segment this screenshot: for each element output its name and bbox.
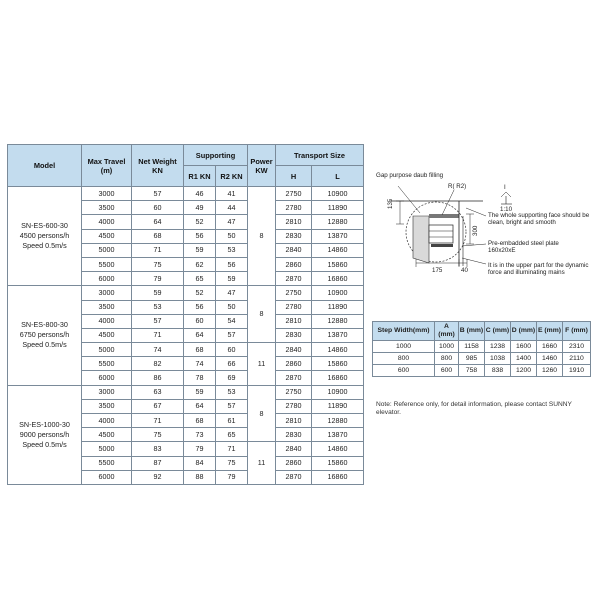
- transport-l-cell: 16860: [312, 470, 364, 484]
- max-travel-cell: 5000: [82, 343, 132, 357]
- max-travel-cell: 5000: [82, 442, 132, 456]
- header-transport-size: Transport Size: [276, 145, 364, 166]
- max-travel-cell: 5500: [82, 257, 132, 271]
- max-travel-cell: 5500: [82, 456, 132, 470]
- r2-cell: 41: [216, 187, 248, 201]
- net-weight-cell: 68: [132, 229, 184, 243]
- r2-cell: 44: [216, 201, 248, 215]
- net-weight-cell: 75: [132, 257, 184, 271]
- transport-l-cell: 12880: [312, 314, 364, 328]
- net-weight-cell: 71: [132, 243, 184, 257]
- r1-cell: 60: [184, 314, 216, 328]
- net-weight-cell: 67: [132, 399, 184, 413]
- transport-l-cell: 10900: [312, 286, 364, 300]
- step-table-cell: 1038: [485, 353, 511, 365]
- transport-h-cell: 2870: [276, 272, 312, 286]
- r2-cell: 71: [216, 442, 248, 456]
- transport-h-cell: 2830: [276, 229, 312, 243]
- r2-cell: 79: [216, 470, 248, 484]
- model-line: Speed 0.5m/s: [22, 241, 67, 251]
- max-travel-cell: 3000: [82, 187, 132, 201]
- step-table-header: A (mm): [435, 322, 459, 341]
- transport-h-cell: 2780: [276, 201, 312, 215]
- header-r2: R2 KN: [216, 166, 248, 187]
- net-weight-cell: 74: [132, 343, 184, 357]
- support-face-note: The whole supporting face should be clean, bright and smooth: [488, 212, 590, 226]
- model-line: 9000 persons/h: [19, 429, 70, 439]
- step-table-cell: 600: [435, 365, 459, 377]
- step-table-cell: 1000: [373, 341, 435, 353]
- r1-cell: 59: [184, 385, 216, 399]
- model-cell: [8, 286, 82, 385]
- net-weight-cell: 53: [132, 300, 184, 314]
- transport-h-cell: 2860: [276, 357, 312, 371]
- upper-part-note: It is in the upper part for the dynamic force and illuminating mains: [488, 262, 589, 276]
- table-row: [373, 341, 591, 353]
- dim-40: 40: [461, 267, 468, 274]
- dim-175: 175: [432, 267, 443, 274]
- transport-h-cell: 2840: [276, 442, 312, 456]
- power-cell: 8: [248, 286, 276, 343]
- max-travel-cell: 3500: [82, 399, 132, 413]
- r2-cell: 66: [216, 357, 248, 371]
- r1-cell: 52: [184, 215, 216, 229]
- dim-300: 300: [472, 225, 479, 236]
- table-row: [373, 365, 591, 377]
- support-detail-diagram: [368, 168, 598, 288]
- net-weight-cell: 63: [132, 385, 184, 399]
- transport-h-cell: 2870: [276, 470, 312, 484]
- r2-cell: 57: [216, 399, 248, 413]
- dim-135: 135: [387, 198, 394, 209]
- transport-l-cell: 12880: [312, 414, 364, 428]
- model-line: SN-ES-800-30: [21, 320, 68, 330]
- transport-l-cell: 15860: [312, 357, 364, 371]
- radius-label: R( R2): [448, 183, 467, 190]
- r2-cell: 47: [216, 215, 248, 229]
- transport-h-cell: 2860: [276, 257, 312, 271]
- transport-l-cell: 11890: [312, 201, 364, 215]
- header-power: Power KW: [248, 145, 276, 187]
- step-table-cell: 800: [373, 353, 435, 365]
- header-max-travel: Max Travel (m): [82, 145, 132, 187]
- r1-cell: 84: [184, 456, 216, 470]
- transport-l-cell: 10900: [312, 385, 364, 399]
- r1-cell: 65: [184, 272, 216, 286]
- header-l: L: [312, 166, 364, 187]
- r2-cell: 75: [216, 456, 248, 470]
- transport-l-cell: 10900: [312, 187, 364, 201]
- r2-cell: 47: [216, 286, 248, 300]
- table-row: [8, 187, 364, 201]
- transport-h-cell: 2750: [276, 286, 312, 300]
- r2-cell: 59: [216, 272, 248, 286]
- model-cell: [8, 187, 82, 286]
- transport-l-cell: 16860: [312, 371, 364, 385]
- power-cell: 8: [248, 385, 276, 442]
- step-width-table: [372, 321, 591, 377]
- max-travel-cell: 4500: [82, 328, 132, 342]
- transport-h-cell: 2870: [276, 371, 312, 385]
- step-table-header: B (mm): [459, 322, 485, 341]
- net-weight-cell: 92: [132, 470, 184, 484]
- net-weight-cell: 83: [132, 442, 184, 456]
- steel-plate-note: Pre-embadded steel plate 160x20xE: [488, 240, 559, 254]
- r2-cell: 50: [216, 229, 248, 243]
- reference-note: Note: Reference only, for detail information, please contact SUNNY elevator.: [376, 401, 572, 416]
- max-travel-cell: 4500: [82, 428, 132, 442]
- net-weight-cell: 87: [132, 456, 184, 470]
- transport-l-cell: 14860: [312, 343, 364, 357]
- transport-h-cell: 2830: [276, 328, 312, 342]
- table-row: [8, 385, 364, 399]
- max-travel-cell: 4000: [82, 414, 132, 428]
- r1-cell: 79: [184, 442, 216, 456]
- max-travel-cell: 4000: [82, 314, 132, 328]
- r1-cell: 62: [184, 257, 216, 271]
- r1-cell: 59: [184, 243, 216, 257]
- max-travel-cell: 6000: [82, 371, 132, 385]
- net-weight-cell: 71: [132, 414, 184, 428]
- transport-h-cell: 2750: [276, 385, 312, 399]
- r1-cell: 68: [184, 343, 216, 357]
- step-table-header: Step Width(mm): [373, 322, 435, 341]
- net-weight-cell: 79: [132, 272, 184, 286]
- transport-h-cell: 2810: [276, 314, 312, 328]
- step-table-cell: 2110: [563, 353, 591, 365]
- r2-cell: 53: [216, 385, 248, 399]
- power-cell: 8: [248, 187, 276, 286]
- model-line: Speed 0.5m/s: [22, 439, 67, 449]
- r1-cell: 49: [184, 201, 216, 215]
- r1-cell: 64: [184, 399, 216, 413]
- r1-cell: 88: [184, 470, 216, 484]
- gap-filling-label: Gap purpose daub filling: [376, 172, 444, 179]
- step-table-cell: 1000: [435, 341, 459, 353]
- step-table-cell: 800: [435, 353, 459, 365]
- model-line: SN-ES-1000-30: [19, 419, 70, 429]
- r2-cell: 50: [216, 300, 248, 314]
- max-travel-cell: 6000: [82, 470, 132, 484]
- step-table-header: F (mm): [563, 322, 591, 341]
- scale-marker: I: [504, 184, 506, 191]
- header-h: H: [276, 166, 312, 187]
- r1-cell: 56: [184, 300, 216, 314]
- step-table-cell: 1600: [511, 341, 537, 353]
- step-table-cell: 838: [485, 365, 511, 377]
- step-table-header-row: [373, 322, 591, 341]
- max-travel-cell: 3500: [82, 300, 132, 314]
- escalator-spec-table: [7, 144, 364, 485]
- transport-h-cell: 2780: [276, 300, 312, 314]
- transport-l-cell: 15860: [312, 257, 364, 271]
- max-travel-cell: 5000: [82, 243, 132, 257]
- step-table-cell: 1200: [511, 365, 537, 377]
- max-travel-cell: 4000: [82, 215, 132, 229]
- step-table-header: C (mm): [485, 322, 511, 341]
- net-weight-cell: 71: [132, 328, 184, 342]
- net-weight-cell: 82: [132, 357, 184, 371]
- step-table-cell: 1460: [537, 353, 563, 365]
- scale-label: 1:10: [500, 206, 513, 213]
- r2-cell: 54: [216, 314, 248, 328]
- transport-l-cell: 13870: [312, 328, 364, 342]
- max-travel-cell: 3000: [82, 385, 132, 399]
- step-table-cell: 600: [373, 365, 435, 377]
- net-weight-cell: 75: [132, 428, 184, 442]
- transport-h-cell: 2840: [276, 343, 312, 357]
- step-table-cell: 758: [459, 365, 485, 377]
- model-line: SN-ES-600-30: [21, 221, 68, 231]
- step-table-cell: 1400: [511, 353, 537, 365]
- r1-cell: 56: [184, 229, 216, 243]
- header-supporting: Supporting: [184, 145, 248, 166]
- power-cell: 11: [248, 343, 276, 386]
- r2-cell: 65: [216, 428, 248, 442]
- max-travel-cell: 3500: [82, 201, 132, 215]
- transport-h-cell: 2860: [276, 456, 312, 470]
- model-line: 6750 persons/h: [19, 330, 70, 340]
- step-table-cell: 985: [459, 353, 485, 365]
- net-weight-cell: 86: [132, 371, 184, 385]
- net-weight-cell: 57: [132, 314, 184, 328]
- transport-l-cell: 14860: [312, 243, 364, 257]
- r2-cell: 56: [216, 257, 248, 271]
- transport-l-cell: 16860: [312, 272, 364, 286]
- r2-cell: 53: [216, 243, 248, 257]
- transport-h-cell: 2830: [276, 428, 312, 442]
- max-travel-cell: 6000: [82, 272, 132, 286]
- net-weight-cell: 59: [132, 286, 184, 300]
- r1-cell: 46: [184, 187, 216, 201]
- header-net-weight: Net Weight KN: [132, 145, 184, 187]
- r1-cell: 74: [184, 357, 216, 371]
- transport-h-cell: 2840: [276, 243, 312, 257]
- r1-cell: 73: [184, 428, 216, 442]
- r2-cell: 69: [216, 371, 248, 385]
- step-table-header: E (mm): [537, 322, 563, 341]
- net-weight-cell: 60: [132, 201, 184, 215]
- r1-cell: 68: [184, 414, 216, 428]
- transport-l-cell: 11890: [312, 300, 364, 314]
- model-cell: [8, 385, 82, 484]
- step-table-body: [373, 341, 591, 377]
- step-table-header: D (mm): [511, 322, 537, 341]
- transport-l-cell: 13870: [312, 229, 364, 243]
- step-table-cell: 2310: [563, 341, 591, 353]
- max-travel-cell: 4500: [82, 229, 132, 243]
- step-table-cell: 1260: [537, 365, 563, 377]
- transport-h-cell: 2810: [276, 215, 312, 229]
- transport-l-cell: 12880: [312, 215, 364, 229]
- max-travel-cell: 3000: [82, 286, 132, 300]
- header-r1: R1 KN: [184, 166, 216, 187]
- table-row: [373, 353, 591, 365]
- transport-h-cell: 2810: [276, 414, 312, 428]
- r2-cell: 57: [216, 328, 248, 342]
- step-table-cell: 1910: [563, 365, 591, 377]
- transport-l-cell: 11890: [312, 399, 364, 413]
- model-line: Speed 0.5m/s: [22, 340, 67, 350]
- r1-cell: 78: [184, 371, 216, 385]
- spec-table-body: [8, 187, 364, 485]
- power-cell: 11: [248, 442, 276, 485]
- max-travel-cell: 5500: [82, 357, 132, 371]
- header-model: Model: [8, 145, 82, 187]
- transport-h-cell: 2780: [276, 399, 312, 413]
- model-line: 4500 persons/h: [19, 231, 70, 241]
- r1-cell: 52: [184, 286, 216, 300]
- transport-h-cell: 2750: [276, 187, 312, 201]
- r1-cell: 64: [184, 328, 216, 342]
- table-row: [8, 286, 364, 300]
- net-weight-cell: 57: [132, 187, 184, 201]
- step-table-cell: 1238: [485, 341, 511, 353]
- transport-l-cell: 14860: [312, 442, 364, 456]
- r2-cell: 60: [216, 343, 248, 357]
- step-table-cell: 1158: [459, 341, 485, 353]
- net-weight-cell: 64: [132, 215, 184, 229]
- step-table-cell: 1660: [537, 341, 563, 353]
- r2-cell: 61: [216, 414, 248, 428]
- transport-l-cell: 15860: [312, 456, 364, 470]
- transport-l-cell: 13870: [312, 428, 364, 442]
